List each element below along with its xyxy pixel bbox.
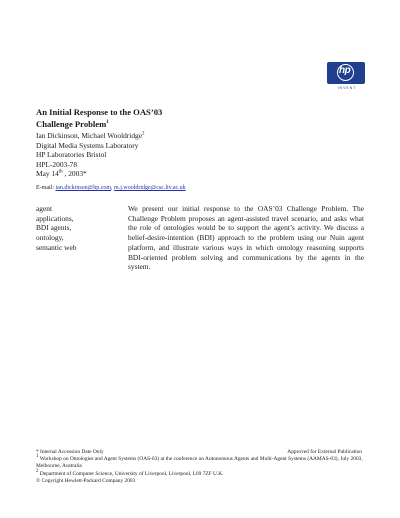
keyword: semantic web: [36, 242, 77, 252]
hp-logo-mark: [327, 62, 365, 84]
footnote-2-marker: 2: [36, 468, 39, 474]
hp-logo: [327, 62, 365, 92]
keyword: ontology,: [36, 233, 64, 243]
authors: [36, 131, 145, 141]
title-line-2-text: Challenge Problem: [36, 119, 107, 129]
author-block: [36, 131, 145, 179]
site-name: HP Laboratories Bristol: [36, 150, 107, 160]
keyword: agent: [36, 204, 53, 213]
lab-name: Digital Media Systems Laboratory: [36, 140, 139, 150]
hp-logo-letters: hp: [339, 65, 351, 76]
approval-note: Approved for External Publication: [287, 449, 362, 455]
hp-logo-tagline: INVENT: [337, 86, 357, 90]
footnotes: [36, 449, 366, 485]
title-footnote-marker: 1: [106, 120, 109, 126]
date-text: May 14: [36, 169, 59, 179]
email-label: E-mail:: [36, 185, 56, 191]
keywords-list: [36, 204, 76, 253]
keyword: BDI agents,: [36, 223, 72, 233]
footnote-1: [36, 456, 366, 470]
footnote-1-text: Workshop on Ontologies and Agent Systems (OAS-03) at the conference on Autonomous Agents and Multi-Agent Systems (AAMAS-03), July 2003, Melbourne, Australia: [36, 456, 363, 470]
date-suffix: th: [58, 169, 63, 175]
title-line-1: An Initial Response to the OAS’03: [36, 107, 163, 117]
paper-title: [36, 106, 162, 130]
email-line: [36, 184, 186, 192]
email-separator: ,: [111, 185, 115, 191]
email-link-wooldridge[interactable]: m.j.wooldridge@csc.liv.ac.uk: [114, 185, 186, 191]
email-link-dickinson[interactable]: ian.dickinson@hp.com: [55, 185, 112, 191]
report-number: HPL-2003-78: [36, 159, 78, 169]
footnote-2: [36, 468, 366, 478]
footnote-1-marker: 1: [36, 454, 39, 460]
author-names: Ian Dickinson, Michael Wooldridge: [36, 131, 142, 140]
report-date: [36, 169, 145, 179]
date-rest: , 2003*: [62, 169, 87, 179]
title-line-2: [36, 118, 162, 130]
internal-accession-note: * Internal Accession Date Only: [36, 449, 104, 455]
keyword: applications,: [36, 213, 74, 223]
author-footnote-marker: 2: [142, 131, 145, 137]
copyright-notice: © Copyright Hewlett-Packard Company 2003: [36, 477, 136, 484]
footnote-2-text: Department of Computer Science, University of Liverpool, Liverpool, L69 7ZF U.K.: [38, 470, 224, 477]
abstract: We present our initial response to the OAS’03 Challenge Problem. The Challenge Problem proposes an agent-assisted travel scenario, and asks what the role of ontologies would be to support the agent’s activity. We discuss a belief-desire-intention (BDI) approach to the problem using our Nuin agent platform, and illustrate various ways in which ontology reasoning supports BDI-oriented problem solving and communications by the agents in the system.: [128, 204, 364, 272]
